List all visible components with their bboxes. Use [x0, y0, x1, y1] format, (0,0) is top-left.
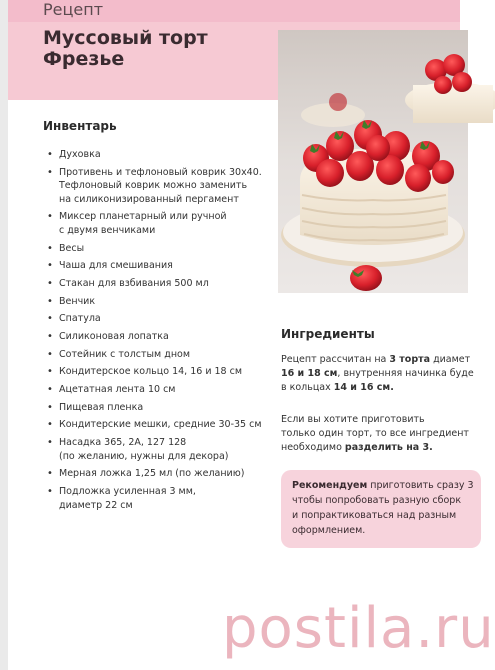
bullet-icon: • [47, 366, 53, 378]
inventory-item-line: Кондитерские мешки, средние 30-35 см [59, 419, 262, 431]
recipe-category: Рецепт [43, 0, 104, 19]
ingredients-note-single [281, 413, 481, 455]
note-line: Рецепт рассчитан на 3 торта диамет [281, 354, 471, 365]
tip-line: чтобы попробовать разную сборк [292, 495, 462, 506]
recipe-title-line-2: Фрезье [43, 48, 125, 70]
inventory-item-line: Стакан для взбивания 500 мл [59, 277, 209, 289]
inventory-item [47, 210, 277, 237]
bullet-icon: • [47, 348, 53, 360]
ingredients-note-quantity [281, 353, 481, 395]
inventory-item-line: Силиконовая лопатка [59, 331, 169, 342]
bullet-icon: • [47, 437, 53, 449]
inventory-item-line: Подложка усиленная 3 мм, [59, 486, 196, 497]
bullet-icon: • [47, 260, 53, 272]
inventory-item-line: Насадка 365, 2А, 127 128 [59, 437, 187, 449]
inventory-item [47, 277, 277, 291]
inventory-item-line: Весы [59, 242, 85, 254]
bullet-icon: • [47, 242, 53, 254]
inventory-item-line: Чаша для смешивания [59, 260, 173, 272]
note-line: Если вы хотите приготовить [281, 414, 425, 425]
recommendation-box [281, 470, 481, 548]
inventory-heading: Инвентарь [43, 119, 117, 133]
inventory-item-line: Спатула [59, 313, 101, 325]
note-line: необходимо разделить на 3. [281, 442, 433, 453]
inventory-item [47, 467, 277, 481]
inventory-item [47, 330, 277, 344]
inventory-item-line: Ацетатная лента 10 см [59, 384, 176, 396]
cake-photo [278, 30, 468, 293]
tip-line: Рекомендуем приготовить сразу 3 [292, 480, 474, 491]
bullet-icon: • [47, 277, 53, 289]
inventory-item-line: диаметр 22 см [59, 499, 133, 511]
inventory-item-line: Тефлоновый коврик можно заменить [59, 180, 248, 192]
recommendation-text [292, 478, 474, 538]
bullet-icon: • [47, 211, 53, 223]
inventory-item [47, 485, 277, 512]
inventory-item [47, 418, 277, 432]
inventory-list [47, 148, 277, 516]
bullet-icon: • [47, 419, 53, 431]
inventory-item [47, 148, 277, 162]
recipe-title-line-1: Муссовый торт [43, 27, 208, 49]
bullet-icon: • [47, 313, 53, 325]
bullet-icon: • [47, 295, 53, 307]
bullet-icon: • [47, 149, 53, 160]
inventory-item [47, 295, 277, 309]
inventory-item [47, 259, 277, 273]
inventory-item-line: (по желанию, нужны для декора) [59, 450, 229, 462]
bullet-icon: • [47, 401, 53, 413]
inventory-item-line: Венчик [59, 295, 96, 307]
bullet-icon: • [47, 331, 53, 342]
recipe-title [43, 28, 208, 70]
inventory-item [47, 348, 277, 362]
bullet-icon: • [47, 166, 53, 178]
inventory-item-line: Пищевая пленка [59, 401, 144, 413]
inventory-item-line: Кондитерское кольцо 14, 16 и 18 см [59, 366, 243, 378]
inventory-item [47, 383, 277, 397]
note-line: в кольцах 14 и 16 см. [281, 382, 394, 393]
inventory-item [47, 365, 277, 379]
ingredients-heading: Ингредиенты [281, 327, 375, 341]
bullet-icon: • [47, 468, 53, 480]
inventory-item [47, 242, 277, 256]
inventory-item-line: на силиконизированный пергамент [59, 193, 239, 205]
note-line: только один торт, то все ингредиент [281, 428, 469, 439]
inventory-item-line: Духовка [59, 149, 101, 160]
inventory-item-line: с двумя венчиками [59, 224, 156, 236]
inventory-item-line: Сотейник с толстым дном [59, 348, 191, 360]
bullet-icon: • [47, 486, 53, 497]
note-line: 16 и 18 см, внутренняя начинка буде [281, 368, 474, 379]
inventory-item-line: Противень и тефлоновый коврик 30х40. [59, 166, 262, 178]
inventory-item [47, 312, 277, 326]
inventory-item-line: Мерная ложка 1,25 мл (по желанию) [59, 468, 245, 480]
page-left-edge [0, 0, 8, 670]
inventory-item [47, 166, 277, 207]
inventory-item [47, 436, 277, 463]
inventory-item [47, 401, 277, 415]
tip-line: оформлением. [292, 525, 366, 536]
watermark: postila.ru [222, 596, 495, 661]
tip-line: и попрактиковаться над разным [292, 510, 457, 521]
bullet-icon: • [47, 384, 53, 396]
inventory-item-line: Миксер планетарный или ручной [59, 211, 227, 223]
